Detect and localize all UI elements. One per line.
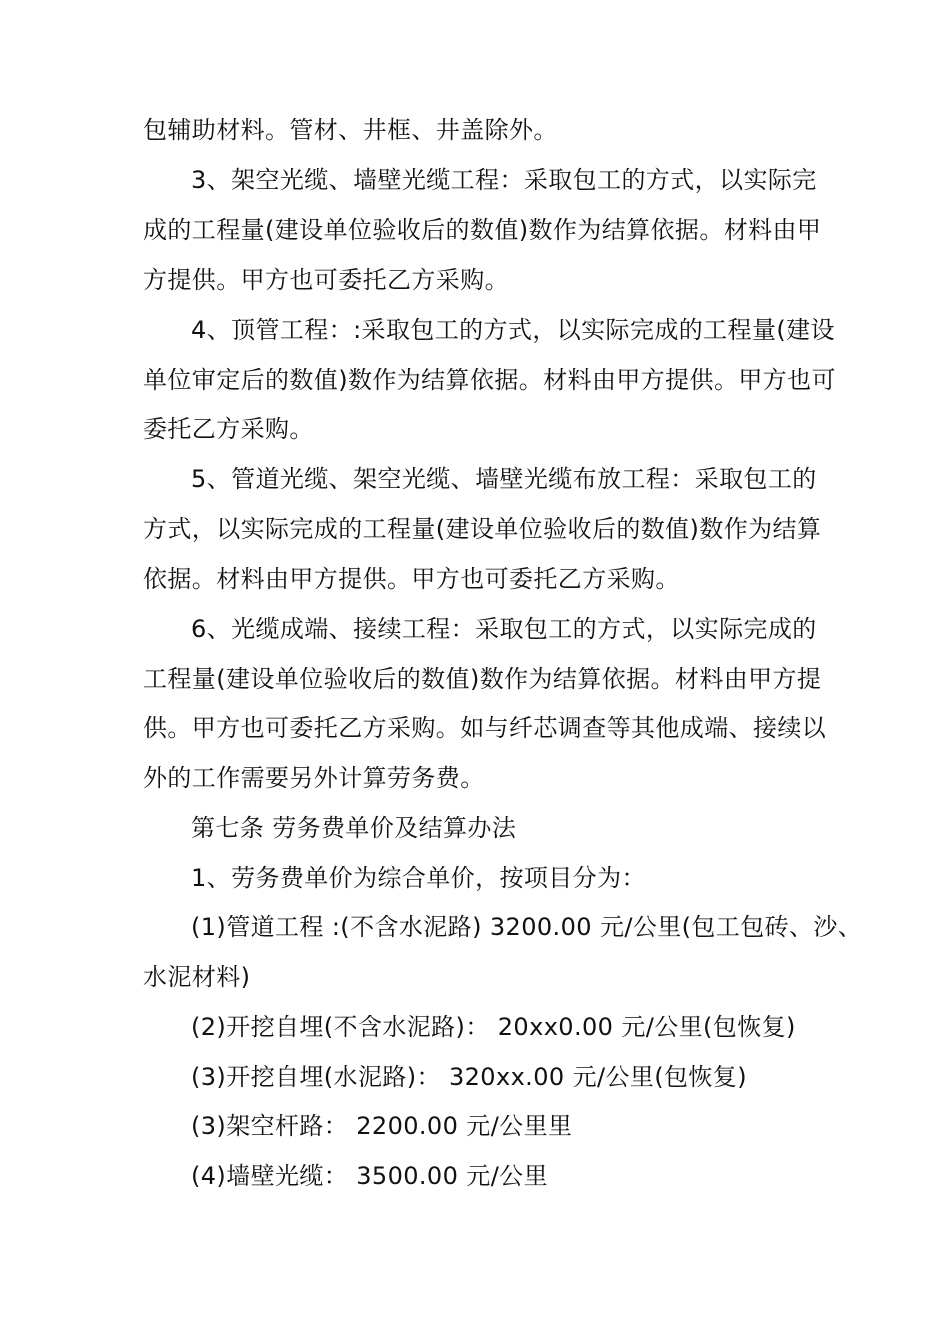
text-line: 工程量(建设单位验收后的数值)数作为结算依据。材料由甲方提 bbox=[143, 665, 822, 693]
text-line: (3)架空杆路： 2200.00 元/公里里 bbox=[191, 1112, 573, 1140]
text-line: 方式，以实际完成的工程量(建设单位验收后的数值)数作为结算 bbox=[143, 515, 822, 543]
text-line: 水泥材料) bbox=[143, 963, 251, 991]
text-line: 3、架空光缆、墙壁光缆工程：采取包工的方式，以实际完 bbox=[191, 166, 817, 194]
text-line: 单位审定后的数值)数作为结算依据。材料由甲方提供。甲方也可 bbox=[143, 366, 836, 394]
text-line: 5、管道光缆、架空光缆、墙壁光缆布放工程：采取包工的 bbox=[191, 465, 817, 493]
text-line: 成的工程量(建设单位验收后的数值)数作为结算依据。材料由甲 bbox=[143, 216, 822, 244]
text-line: 委托乙方采购。 bbox=[143, 415, 314, 443]
text-line: (4)墙壁光缆： 3500.00 元/公里 bbox=[191, 1162, 548, 1190]
section-heading: 第七条 劳务费单价及结算办法 bbox=[191, 814, 517, 842]
text-line: (2)开挖自埋(不含水泥路)： 20xx0.00 元/公里(包恢复) bbox=[191, 1013, 796, 1041]
text-line: 供。甲方也可委托乙方采购。如与纤芯调查等其他成端、接续以 bbox=[143, 714, 827, 742]
text-line: 依据。材料由甲方提供。甲方也可委托乙方采购。 bbox=[143, 565, 680, 593]
text-line: (1)管道工程 :(不含水泥路) 3200.00 元/公里(包工包砖、沙、 bbox=[191, 913, 863, 941]
text-line: 方提供。甲方也可委托乙方采购。 bbox=[143, 266, 509, 294]
text-line: 外的工作需要另外计算劳务费。 bbox=[143, 764, 485, 792]
text-line: 包辅助材料。管材、井框、井盖除外。 bbox=[143, 116, 558, 144]
text-line: (3)开挖自埋(水泥路)： 320xx.00 元/公里(包恢复) bbox=[191, 1063, 747, 1091]
text-line: 6、光缆成端、接续工程：采取包工的方式，以实际完成的 bbox=[191, 615, 817, 643]
text-line: 1、劳务费单价为综合单价，按项目分为： bbox=[191, 864, 646, 892]
text-line: 4、顶管工程：:采取包工的方式，以实际完成的工程量(建设 bbox=[191, 316, 835, 344]
